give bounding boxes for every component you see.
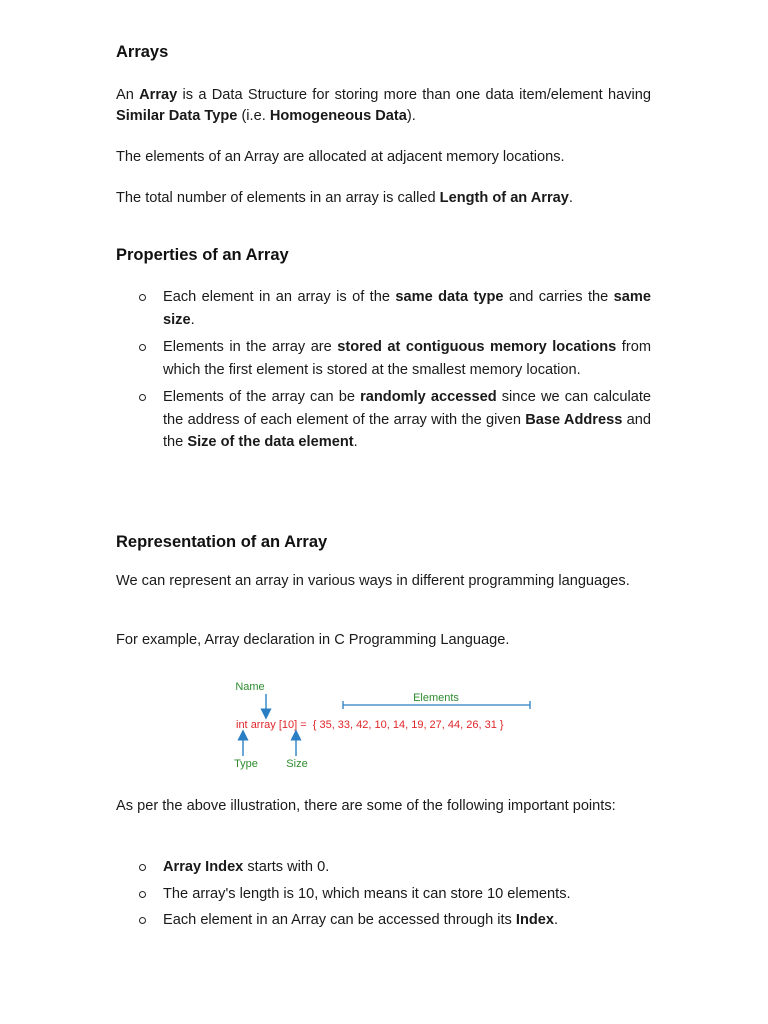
bullet-circle-icon: [139, 891, 146, 898]
intro-paragraph-3: The total number of elements in an array is called Length of an Array.: [116, 190, 573, 206]
diagram-type-label: Type: [234, 758, 258, 770]
after-diagram-paragraph: As per the above illustration, there are some of the following important points:: [116, 798, 616, 814]
property-text: Each element in an array is of the same data type and carries the same size.: [163, 289, 651, 328]
point-text: Array Index starts with 0.: [163, 859, 330, 875]
heading-properties: Properties of an Array: [116, 246, 289, 264]
diagram-elements-label: Elements: [413, 692, 459, 704]
property-item-3: [116, 386, 651, 454]
code-values: { 35, 33, 42, 10, 14, 19, 27, 44, 26, 31 }: [312, 719, 504, 731]
point-item-2: [116, 883, 651, 906]
code-size: [10]: [278, 719, 298, 731]
code-declaration: [236, 719, 504, 731]
property-text: Elements in the array are stored at contiguous memory locations from which the first element is stored at the smallest memory location.: [163, 339, 651, 378]
array-declaration-diagram: [116, 672, 556, 782]
representation-paragraph-1: We can represent an array in various ways in different programming languages.: [116, 573, 630, 589]
code-array-name: array: [250, 719, 276, 731]
point-text: The array's length is 10, which means it can store 10 elements.: [163, 885, 571, 902]
property-item-1: [116, 286, 651, 331]
property-text: Elements of the array can be randomly accessed since we can calculate the address of each element of the array with the given Base Address and the Size of the data element.: [163, 389, 651, 450]
bullet-circle-icon: [139, 344, 146, 351]
properties-list: [116, 286, 651, 454]
code-equals: =: [300, 719, 307, 731]
intro-paragraph-2: The elements of an Array are allocated at adjacent memory locations.: [116, 149, 565, 165]
representation-paragraph-2: For example, Array declaration in C Programming Language.: [116, 632, 510, 648]
bullet-circle-icon: [139, 394, 146, 401]
intro-paragraph-1: An Array is a Data Structure for storing more than one data item/element having Similar Data Type (i.e. Homogeneous Data).: [116, 87, 651, 124]
diagram-size-label: Size: [286, 758, 308, 770]
heading-arrays: Arrays: [116, 43, 169, 61]
bullet-circle-icon: [139, 864, 146, 871]
property-item-2: [116, 336, 651, 381]
points-list: [116, 856, 651, 932]
code-type: int: [236, 719, 248, 731]
point-text: Each element in an Array can be accessed through its Index.: [163, 912, 559, 928]
diagram-name-label: Name: [235, 681, 265, 693]
heading-representation: Representation of an Array: [116, 533, 328, 551]
point-item-1: [116, 856, 651, 879]
bullet-circle-icon: [139, 294, 146, 301]
point-item-3: [116, 909, 651, 932]
bullet-circle-icon: [139, 917, 146, 924]
